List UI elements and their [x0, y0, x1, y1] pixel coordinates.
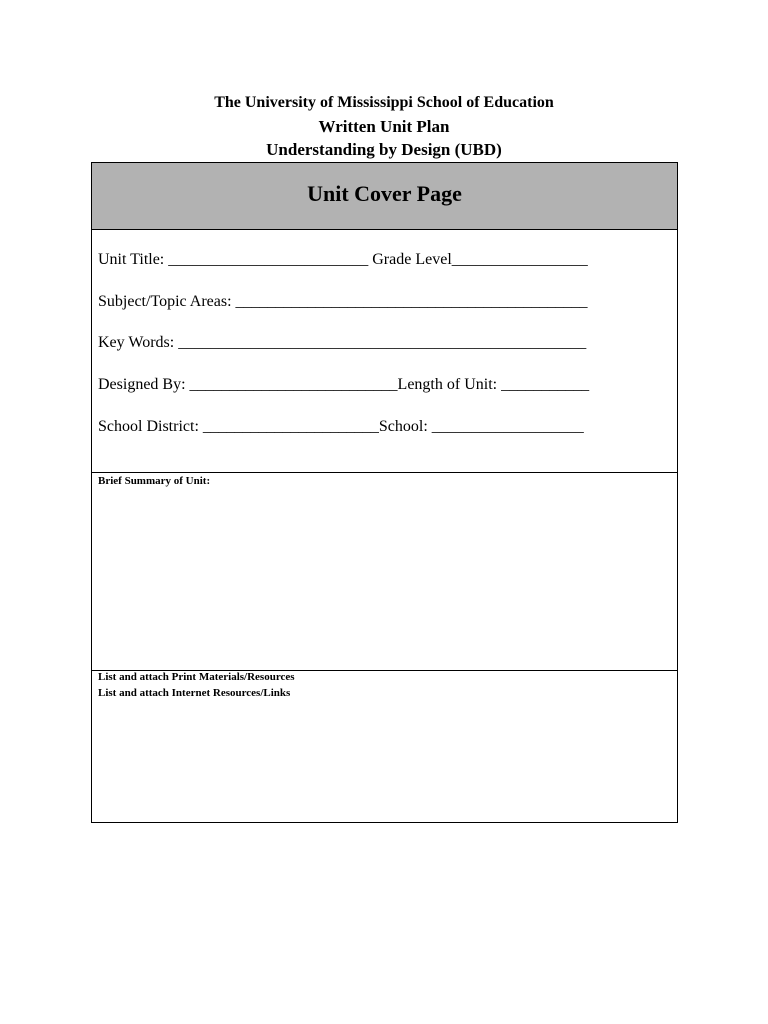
designed-by-length-field[interactable]: Designed By: __________________________Length of Unit: ___________ — [98, 376, 590, 393]
subject-topic-areas-field[interactable]: Subject/Topic Areas: ____________________________________________ — [98, 293, 588, 310]
key-words-field[interactable]: Key Words: ___________________________________________________ — [98, 334, 587, 351]
cover-banner — [92, 163, 677, 230]
institution-heading: The University of Mississippi School of Education — [214, 94, 554, 111]
internet-resources-label: List and attach Internet Resources/Links — [98, 687, 291, 699]
unit-title-grade-level-field[interactable]: Unit Title: _________________________ Grade Level_________________ — [98, 251, 588, 268]
summary-divider — [92, 472, 677, 473]
school-district-school-field[interactable]: School District: ______________________School: ___________________ — [98, 418, 584, 435]
document-title: Written Unit Plan — [318, 117, 450, 136]
unit-cover-form — [91, 162, 678, 823]
brief-summary-label: Brief Summary of Unit: — [98, 475, 211, 487]
banner-title: Unit Cover Page — [307, 181, 462, 206]
print-resources-label: List and attach Print Materials/Resources — [98, 671, 295, 683]
framework-subtitle: Understanding by Design (UBD) — [266, 140, 502, 159]
